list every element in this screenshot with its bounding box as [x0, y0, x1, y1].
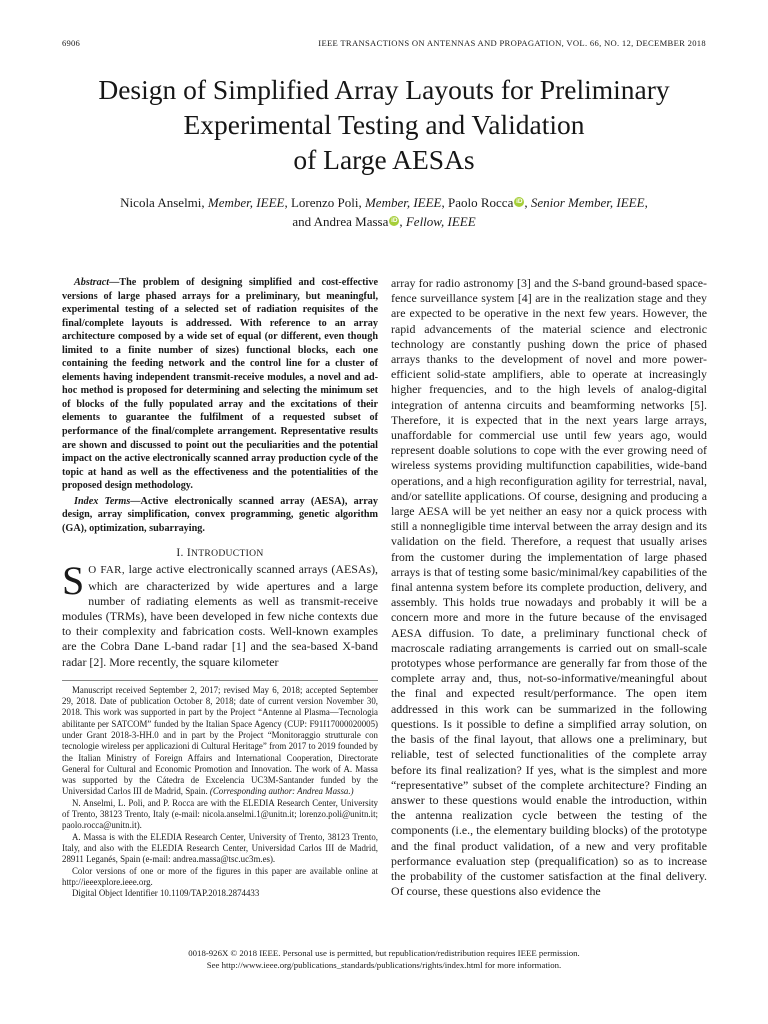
author-role: Member, IEEE	[207, 195, 285, 210]
left-column	[62, 276, 378, 899]
abstract-text: The problem of designing simplified and cost-effective versions of large phased arrays for a preliminary, but meaningful, experimental testing of a selected set of radiation requisites of the final/complete layouts is addressed. With reference to an array architecture composed by a wide set of equal (or different, even though limited to a finite number of sizes) functional blocks, each one containing the feeding network and the control line for a cluster of elements having independent transmit-receive modules, a novel and ad-hoc method is proposed for determining and selecting the minimum set of blocks of the fully populated array and the excitations of their elements to guarantee the fulfilment of a requested subset of performance of the final/complete arrangement. Representative results are shown and discussed to point out the peculiarities and the potential impact on the active electronically scanned array production cycle of the topic at hand as well as the effectiveness and the potentialities of the proposed design methodology.	[62, 277, 378, 492]
author-name: Nicola Anselmi,	[120, 195, 205, 210]
footnote-block	[62, 680, 378, 900]
author-name: Lorenzo Poli,	[290, 195, 362, 210]
author-role: Fellow, IEEE	[405, 214, 476, 229]
author-name: and Andrea Massa	[292, 214, 389, 229]
author-role: Member, IEEE	[364, 195, 442, 210]
right-column	[391, 276, 707, 899]
paper-title	[40, 72, 728, 177]
index-terms-text: Active electronically scanned array (AESA), array design, array simplification, convex programming, genetic algorithm (GA), optimization, subarraying.	[62, 495, 378, 534]
footnote-affiliation: N. Anselmi, L. Poli, and P. Rocca are with the ELEDIA Research Center, University of Trento, 38123 Trento, Italy (e-mail: nicola.anselmi.1@unitn.it; lorenzo.poli@unitn.it; paolo.rocca@unitn.it).	[62, 797, 378, 831]
footnote-text: Manuscript received September 2, 2017; revised May 6, 2018; accepted September 29, 2018. Date of publication October 8, 2018; date of current version November 30, 2018. This work was supported in part by the Project “Antenne al Plasma—Tecnologia abilitante per SATCOM” funded by the Italian Space Agency (CUP: F91I17000020005) under Grant 2018-3-HH.0 and in part by the Project “Monitoraggio strutturale con tecnologie wireless per applicazioni di Cultural Heritage” from 2017 to 2019 founded by the Italian Ministry of Foreign Affairs and International Cooperation, Directorate General for Cultural and Economic Promotion and Innovation. The work of A. Massa was supported by the Cátedra de Excelencia UC3M-Santander funded by the Universidad Carlos III de Madrid, Spain.	[62, 684, 378, 797]
copyright-line: 0018-926X © 2018 IEEE. Personal use is permitted, but republication/redistribution requires IEEE permission.	[188, 948, 580, 958]
footnote-affiliation: A. Massa is with the ELEDIA Research Center, University of Trento, 38123 Trento, Italy, and also with the ELEDIA Research Center, Universidad Carlos III de Madrid, 28911 Leganés, Spain (e-mail: andrea.massa@tsc.uc3m.es).	[62, 831, 378, 865]
intro-opening: O FAR,	[88, 564, 125, 577]
footnote-doi: Digital Object Identifier 10.1109/TAP.2018.2874433	[72, 888, 260, 899]
corresponding-author: (Corresponding author: Andrea Massa.)	[209, 786, 354, 797]
author-list: Nicola Anselmi, Member, IEEE, Lorenzo Poli, Member, IEEE, Paolo Rocca iD , Senior Member, IEEE, and Andrea Massa iD , Fellow, IEEE	[120, 195, 648, 229]
title-line: of Large AESAs	[293, 144, 475, 175]
intro-text: large active electronically scanned arrays (AESAs), which are characterized by wide apertures and a large number of radiating elements as well as transmit-receive modules (TRMs), have been developed in few niche contexts due to their complexity and fabrication costs. Well-known examples are the Cobra Dane L-band radar [1] and the sea-based X-band radar [2]. More recently, the square kilometer	[62, 562, 379, 669]
body-text: array for radio astronomy [3] and the	[391, 276, 573, 290]
journal-header: IEEE TRANSACTIONS ON ANTENNAS AND PROPAGATION, VOL. 66, NO. 12, DECEMBER 2018	[318, 38, 706, 48]
drop-cap: S	[62, 558, 85, 604]
title-line: Design of Simplified Array Layouts for Preliminary	[98, 74, 670, 105]
section-first-letter: I	[186, 547, 192, 560]
author-name: Paolo Rocca	[448, 195, 514, 210]
section-rest: NTRODUCTION	[191, 548, 264, 560]
copyright-notice	[40, 948, 728, 971]
abstract	[62, 276, 378, 493]
body-text: -band ground-based space-fence surveillance system [4] are in the realization stage and they are expected to be operative in the next few years. However, the rapid advancements of the material science and electronic technology are constantly pushing down the price of phased arrays thanks to the development of novel and more power-efficient solid-state amplifiers, able to operate at increasingly higher frequencies, and to the high levels of analog-digital integration of antenna circuits and beamforming networks [5]. Therefore, it is expected that in the next years large arrays, unaffordable for commercial use until few years ago, would represent doable solutions to cope with the ever growing need of wireless systems providing multifunction capabilities, wide-band operations, and a high reconfiguration agility for terrestrial, naval, and/or satellite applications. Of course, designing and producing a large AESA will be yet neither an easy nor a quick process with still a nonnegligible time interval between the array design and its validation on the field. Therefore, a request that usually arises from the customer during the implementation of large phased arrays is that of testing some basic/minimal/key capabilities of the final antenna system before its complete production, delivery, and assembly. This holds true nowadays and probably it will be a concern more and more in the future because of the envisaged AESA diffusion. To date, a preliminary functional check of macroscale radiating arrangements is carried out on small-scale prototypes whose performance are generally far from those of the complete array and, thus, not-so-informative/meaningful about the final and expected result/performance. The open item addressed in this work can be summarized in the following questions. Is it possible to define a simplified array solution, on the basis of the final layout, that allows one a preliminary, but reliable, test of selected functionalities of the complete array before its final realization? If yes, what is the simplest and more “representative” subset of the complete architecture? Finding an answer to these questions would enable the introduction, within the antenna realization cycle between the testing of the components (i.e., the elementary building blocks) of the prototype and the final product validation, of a new and very profitable performance evaluation step (prequalification) so as to increase the probability of the customer satisfaction at the final delivery. Of course, these questions also evidence the	[391, 276, 707, 899]
copyright-link[interactable]: See http://www.ieee.org/publications_standards/publications/rights/index.html for more information.	[206, 959, 562, 970]
author-role: Senior Member, IEEE	[530, 195, 645, 210]
orcid-icon[interactable]: iD	[516, 198, 523, 205]
orcid-icon[interactable]: iD	[391, 217, 398, 224]
abstract-label: Abstract	[74, 277, 110, 288]
footnote-manuscript	[62, 685, 378, 798]
title-line: Experimental Testing and Validation	[183, 109, 585, 140]
index-terms-dash: —	[130, 495, 141, 507]
band-letter: S	[572, 276, 579, 290]
index-terms	[62, 495, 378, 536]
intro-paragraph	[62, 558, 379, 669]
footnote-color-note: Color versions of one or more of the figures in this paper are available online at http://ieeexplore.ieee.org.	[62, 865, 378, 887]
section-heading	[62, 547, 378, 559]
page-number: 6906	[62, 38, 80, 48]
index-terms-label: Index Terms	[74, 495, 131, 507]
abstract-dash: —	[109, 277, 120, 288]
body-paragraph	[391, 276, 707, 899]
section-number: I.	[176, 547, 187, 560]
